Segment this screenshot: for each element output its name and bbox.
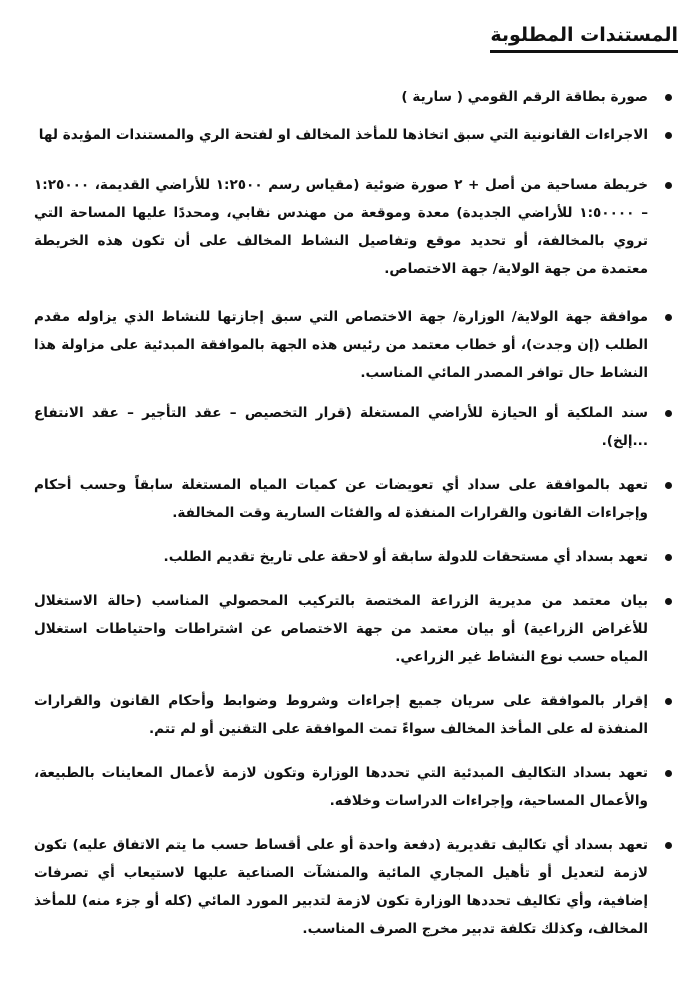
list-item <box>34 471 678 527</box>
list-item <box>34 303 678 387</box>
list-item <box>34 759 678 815</box>
bullet-icon <box>665 698 672 705</box>
list-item <box>34 831 678 943</box>
bullet-icon <box>665 182 672 189</box>
list-item-text: موافقة جهة الولاية/ الوزارة/ جهة الاختصاص التي سبق إجازتها للنشاط الذي يزاوله مقدم الطلب (إن وجدت)، أو خطاب معتمد من رئيس هذه الجهة بالموافقة المبدئية على مزاولة هذا النشاط حال توافر المصدر المائي المناسب. <box>34 309 648 381</box>
bullet-icon <box>665 482 672 489</box>
list-item-text: تعهد بالموافقة على سداد أي تعويضات عن كميات المياه المستغلة سابقاً وحسب أحكام وإجراءات القانون والقرارات المنفذة له والفئات السارية وقت المخالفة. <box>34 477 648 521</box>
bullet-icon <box>665 842 672 849</box>
list-item-text: تعهد بسداد أي تكاليف تقديرية (دفعة واحدة أو على أقساط حسب ما يتم الاتفاق عليه) تكون لازمة لتعديل أو تأهيل المجاري المائية والمنشآت الصناعية عليها لاستيعاب أي تصرفات إضافية، وأي تكاليف تحددها الوزارة تكون لازمة لتدبير المورد المائي (كله أو جزء منه) للمأخذ المخالف، وكذلك تكلفة تدبير مخرج الصرف المناسب. <box>34 837 648 937</box>
list-item <box>34 587 678 671</box>
bullet-icon <box>665 410 672 417</box>
list-item-text: تعهد بسداد التكاليف المبدئية التي تحددها الوزارة وتكون لازمة لأعمال المعاينات بالطبيعة، والأعمال المساحية، وإجراءات الدراسات وخلافه. <box>34 765 648 809</box>
bullet-icon <box>665 94 672 101</box>
list-item <box>34 687 678 743</box>
list-item-text: تعهد بسداد أي مستحقات للدولة سابقة أو لاحقة على تاريخ تقديم الطلب. <box>163 549 648 565</box>
list-item <box>34 399 678 455</box>
bullet-icon <box>665 770 672 777</box>
list-item-text: بيان معتمد من مديرية الزراعة المختصة بالتركيب المحصولي المناسب (حالة الاستغلال للأغراض الزراعية) أو بيان معتمد من جهة الاختصاص عن اشتراطات واحتياطات استغلال المياه حسب نوع النشاط غير الزراعي. <box>34 593 648 665</box>
bullet-icon <box>665 554 672 561</box>
list-item <box>34 83 678 111</box>
list-item-text: خريطة مساحية من أصل + ٢ صورة ضوئية (مقياس رسم ١:٢٥٠٠ للأراضي القديمة، ١:٢٥٠٠٠ – ١:٥٠٠٠٠ للأراضي الجديدة) معدة وموقعة من مهندس نقابي، ومحددًا عليها المساحة التي تروي بالمخالفة، أو تحديد موقع وتفاصيل النشاط المخالف على أن تكون هذه الخريطة معتمدة من جهة الولاية/ جهة الاختصاص. <box>34 177 649 277</box>
title-row <box>34 22 678 71</box>
list-item-text: صورة بطاقة الرقم القومي ( سارية ) <box>401 89 648 105</box>
bullet-icon <box>665 314 672 321</box>
requirements-list <box>34 83 678 943</box>
list-item-text: سند الملكية أو الحيازة للأراضي المستغلة (قرار التخصيص – عقد التأجير – عقد الانتفاع ...إلخ). <box>34 405 648 449</box>
list-item-text: الاجراءات القانونية التي سبق اتخاذها للمأخذ المخالف او لفتحة الري والمستندات المؤيدة لها <box>38 127 648 143</box>
list-item-text: إقرار بالموافقة على سريان جميع إجراءات وشروط وضوابط وأحكام القانون والقرارات المنفذة له على المأخذ المخالف سواءً تمت الموافقة على التقنين أو لم تتم. <box>34 693 648 737</box>
bullet-icon <box>665 132 672 139</box>
list-item <box>34 171 678 283</box>
bullet-icon <box>665 598 672 605</box>
document-title: المستندات المطلوبة <box>490 22 678 53</box>
list-item <box>34 543 678 571</box>
list-item <box>34 121 678 149</box>
